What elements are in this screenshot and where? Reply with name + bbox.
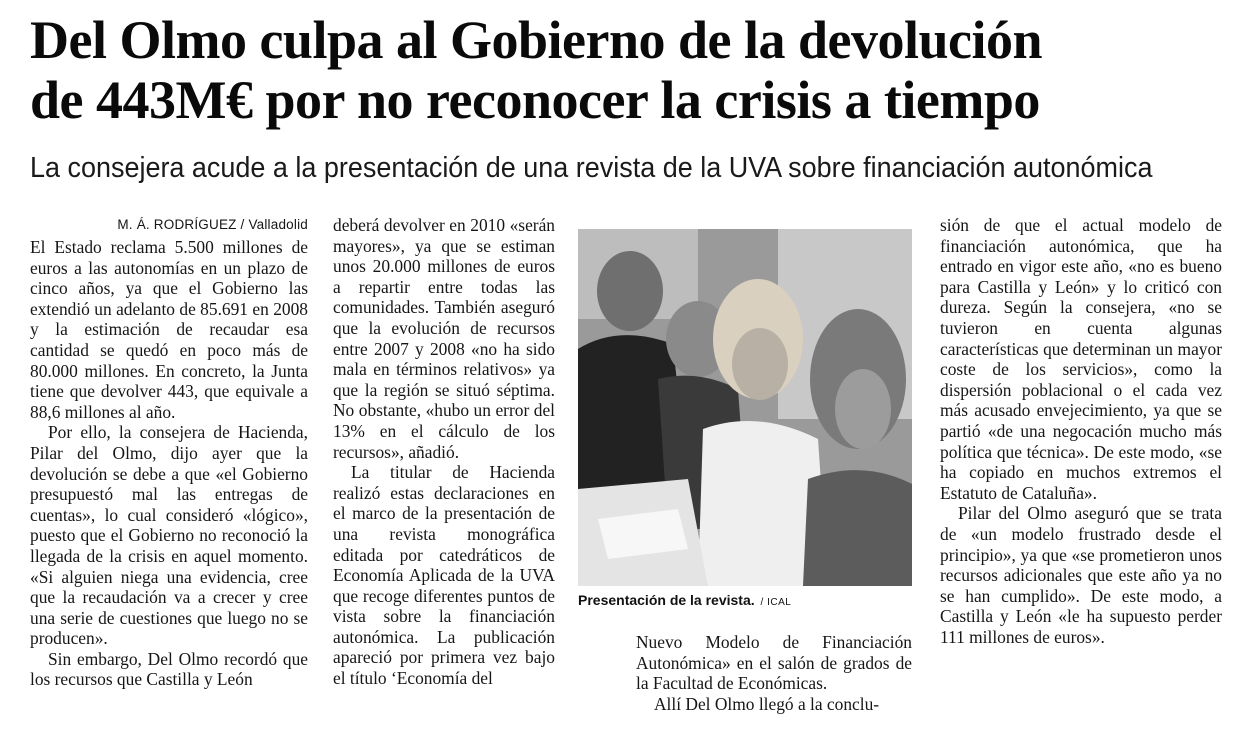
headline-line-2: de 443M€ por no reconocer la crisis a tiempo (30, 70, 1040, 130)
subheadline: La consejera acude a la presentación de una revista de la UVA sobre financiación autonómica (30, 152, 1153, 184)
photo-illustration (578, 229, 912, 586)
headline (30, 10, 1220, 130)
paragraph: Sin embargo, Del Olmo recordó que los recursos que Castilla y León (30, 648, 308, 690)
caption-text: Presentación de la revista. (578, 592, 755, 608)
paragraph: El Estado reclama 5.500 millones de euros a las autonomías en un plazo de cinco años, ya que el Gobierno las extendió un adelanto de 85.691 en 2008 y la estimación de recaudar esa cantidad se quedó en poco más de 80.000 millones. En concreto, la Junta tiene que devolver 443, que equivale a 88,6 millones al año. (30, 237, 308, 422)
column-3 (636, 632, 912, 714)
news-photo (578, 229, 912, 586)
column-4 (940, 215, 1222, 647)
byline: M. Á. RODRÍGUEZ / Valladolid (117, 217, 308, 232)
column-1 (30, 215, 308, 690)
paragraph: Pilar del Olmo aseguró que se trata de «un modelo frustrado desde el principio», ya que «se prometieron unos recursos adicionales que este año ya no se han cumplido». De este modo, a Castilla y León «le ha supuesto perder 111 millones de euros». (940, 503, 1222, 647)
paragraph: La titular de Hacienda realizó estas declaraciones en el marco de la presentación de una revista monográfica editada por catedráticos de Economía Aplicada de la UVA que recoge diferentes puntos de vista sobre la financiación autonómica. La publicación apareció por primera vez bajo el título ‘Economía del (333, 462, 555, 689)
column-2 (333, 215, 555, 689)
paragraph: Nuevo Modelo de Financiación Autonómica» en el salón de grados de la Facultad de Económicas. (636, 632, 912, 694)
paragraph: deberá devolver en 2010 «serán mayores», ya que se estiman unos 20.000 millones de euros a repartir entre todas las comunidades. También aseguró que la evolución de recursos entre 2007 y 2008 «no ha sido mala en términos relativos» ya que la región se situó séptima. No obstante, «hubo un error del 13% en el cálculo de los recursos», añadió. (333, 215, 555, 462)
paragraph: Allí Del Olmo llegó a la conclu- (654, 693, 880, 714)
headline-line-1: Del Olmo culpa al Gobierno de la devolución (30, 10, 1043, 70)
photo-credit: / ICAL (760, 597, 792, 608)
photo-caption (578, 590, 912, 613)
paragraph: sión de que el actual modelo de financiación autonómica, que ha entrado en vigor este año, «no es bueno para Castilla y León» y lo criticó con dureza. Según la consejera, «no se tuvieron en cuenta algunas características que determinan un mayor coste de los servicios», como la dispersión poblacional o el cada vez más acusado envejecimiento, ya que se partió «de una negocación mucho más política que técnica». De este modo, «se ha copiado en muchos extremos el Estatuto de Cataluña». (940, 215, 1222, 503)
paragraph: Por ello, la consejera de Hacienda, Pilar del Olmo, dijo ayer que la devolución se debe a que «el Gobierno presupuestó mal las entregas de cuentas», lo cual consideró «lógico», puesto que el Gobierno no reconoció la llegada de la crisis en aquel momento. «Si alguien niega una evidencia, cree que la recaudación va a crecer y cree una serie de cuestiones que luego no se producen». (30, 422, 308, 649)
